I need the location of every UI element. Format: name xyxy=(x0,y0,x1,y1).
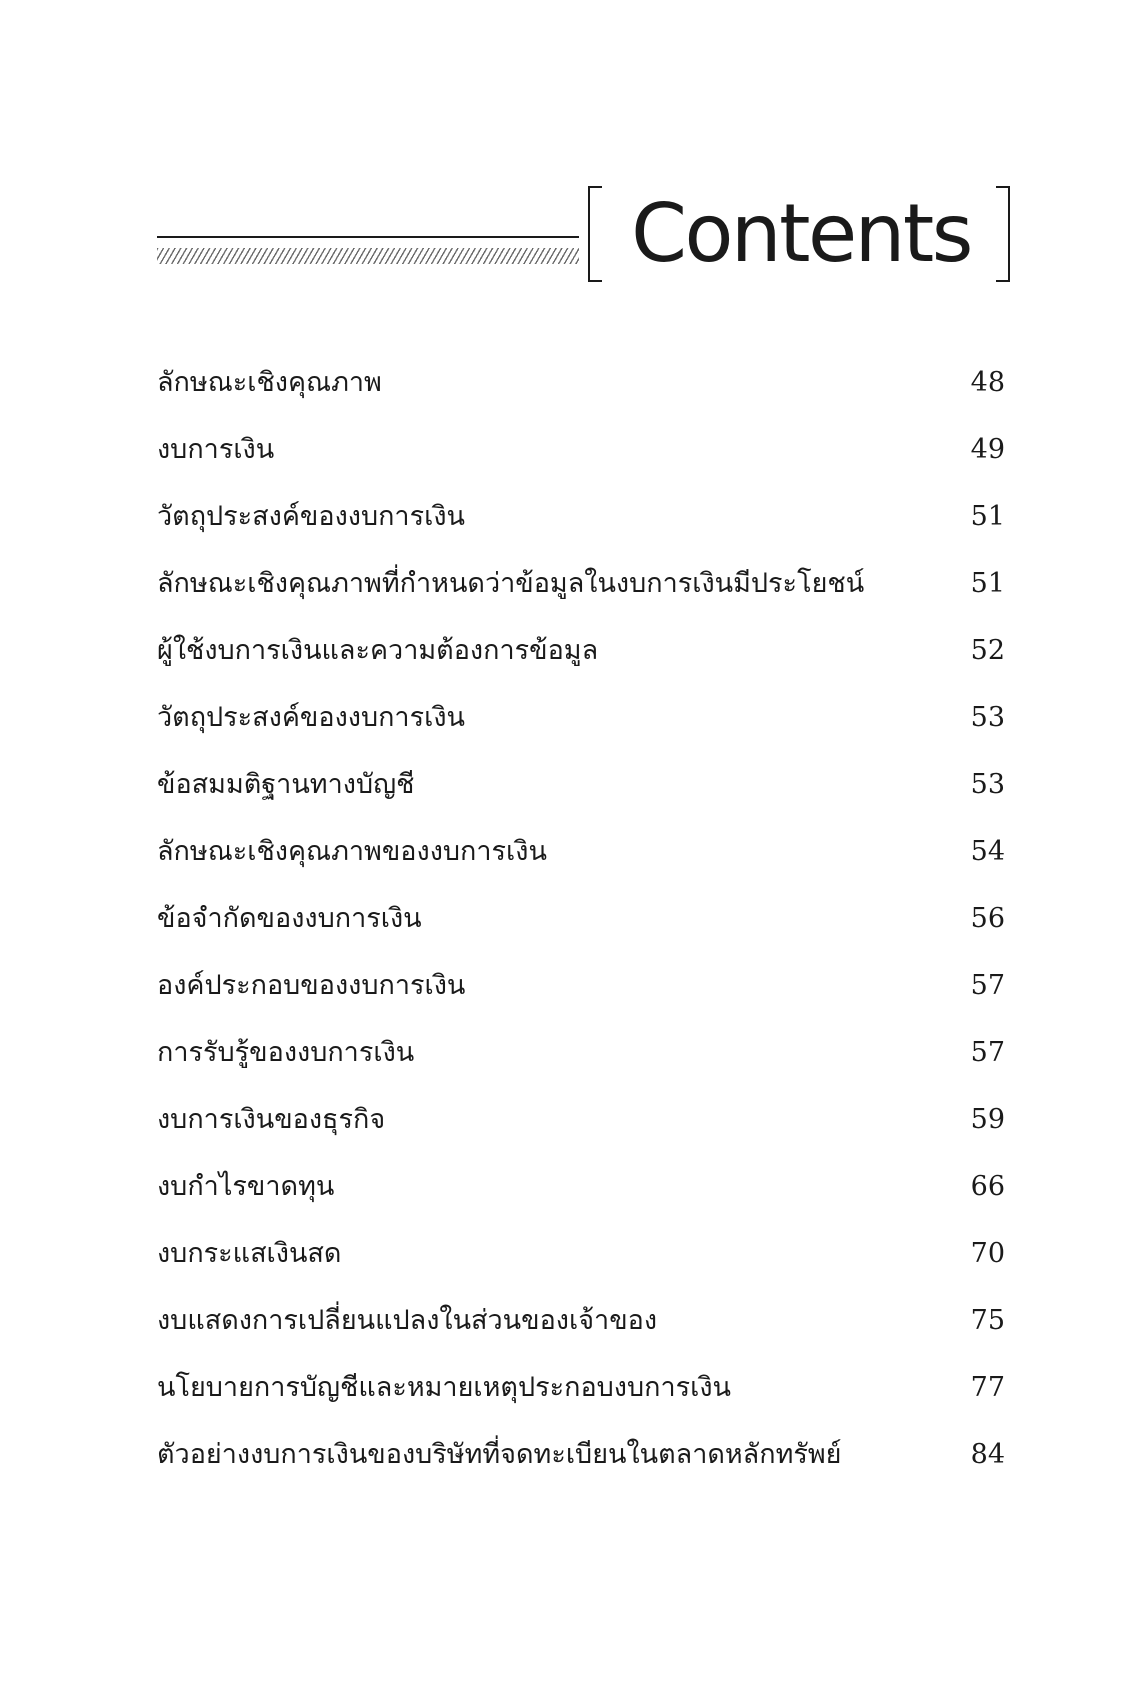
toc-entry-title: งบแสดงการเปลี่ยนแปลงในส่วนของเจ้าของ xyxy=(157,1305,658,1336)
toc-entry-title: ลักษณะเชิงคุณภาพที่กำหนดว่าข้อมูลในงบการเงินมีประโยชน์ xyxy=(157,568,865,599)
toc-entry[interactable] xyxy=(157,1224,1005,1291)
toc-entry-page: 75 xyxy=(970,1305,1005,1336)
toc-entry-title: ข้อสมมติฐานทางบัญชี xyxy=(157,769,415,800)
toc-entry-title: การรับรู้ของงบการเงิน xyxy=(157,1037,415,1068)
toc-entry-title: งบกำไรขาดทุน xyxy=(157,1171,335,1202)
toc-entry-page: 57 xyxy=(970,970,1005,1001)
toc-entry[interactable] xyxy=(157,353,1005,420)
toc-entry[interactable] xyxy=(157,1425,1005,1492)
toc-entry-page: 59 xyxy=(970,1104,1005,1135)
toc-entry-page: 51 xyxy=(970,568,1005,599)
toc-entry[interactable] xyxy=(157,487,1005,554)
toc-entry-title: วัตถุประสงค์ของงบการเงิน xyxy=(157,702,465,733)
toc-entry-title: นโยบายการบัญชีและหมายเหตุประกอบงบการเงิน xyxy=(157,1372,732,1403)
toc-entry[interactable] xyxy=(157,1157,1005,1224)
toc-entry[interactable] xyxy=(157,1023,1005,1090)
toc-entry-page: 52 xyxy=(970,635,1005,666)
toc-entry-title: งบการเงิน xyxy=(157,434,275,465)
toc-entry-page: 84 xyxy=(970,1439,1005,1470)
header-hatch-ornament xyxy=(157,248,579,264)
page-title: Contents xyxy=(631,187,971,280)
toc-entry-title: ข้อจำกัดของงบการเงิน xyxy=(157,903,422,934)
toc-entry-page: 57 xyxy=(970,1037,1005,1068)
toc-entry-page: 70 xyxy=(970,1238,1005,1269)
toc-entry-title: งบการเงินของธุรกิจ xyxy=(157,1104,386,1135)
toc-entry-page: 51 xyxy=(970,501,1005,532)
right-bracket-ornament xyxy=(996,186,1010,282)
toc-entry[interactable] xyxy=(157,554,1005,621)
toc-entry-page: 48 xyxy=(970,367,1005,398)
toc-entry[interactable] xyxy=(157,621,1005,688)
header-rule xyxy=(157,236,579,238)
toc-entry[interactable] xyxy=(157,755,1005,822)
toc-entry[interactable] xyxy=(157,822,1005,889)
toc-entry-title: องค์ประกอบของงบการเงิน xyxy=(157,970,466,1001)
toc-entry-title: ผู้ใช้งบการเงินและความต้องการข้อมูล xyxy=(157,635,599,666)
toc-entry-title: ลักษณะเชิงคุณภาพ xyxy=(157,367,382,398)
toc-entry-title: ตัวอย่างงบการเงินของบริษัทที่จดทะเบียนในตลาดหลักทรัพย์ xyxy=(157,1439,842,1470)
toc-entry[interactable] xyxy=(157,956,1005,1023)
toc-entry-page: 56 xyxy=(970,903,1005,934)
toc-entry-page: 53 xyxy=(970,702,1005,733)
toc-entry-title: ลักษณะเชิงคุณภาพของงบการเงิน xyxy=(157,836,547,867)
toc-entry[interactable] xyxy=(157,1090,1005,1157)
toc-entry-page: 54 xyxy=(970,836,1005,867)
table-of-contents xyxy=(157,353,1005,1492)
toc-entry[interactable] xyxy=(157,1358,1005,1425)
page-header xyxy=(0,0,1141,300)
left-bracket-ornament xyxy=(588,186,602,282)
toc-entry-page: 49 xyxy=(970,434,1005,465)
toc-entry-page: 77 xyxy=(970,1372,1005,1403)
toc-entry-page: 53 xyxy=(970,769,1005,800)
toc-entry[interactable] xyxy=(157,889,1005,956)
toc-entry[interactable] xyxy=(157,1291,1005,1358)
toc-entry-title: วัตถุประสงค์ของงบการเงิน xyxy=(157,501,465,532)
toc-entry[interactable] xyxy=(157,420,1005,487)
toc-entry[interactable] xyxy=(157,688,1005,755)
toc-entry-page: 66 xyxy=(970,1171,1005,1202)
toc-entry-title: งบกระแสเงินสด xyxy=(157,1238,342,1269)
